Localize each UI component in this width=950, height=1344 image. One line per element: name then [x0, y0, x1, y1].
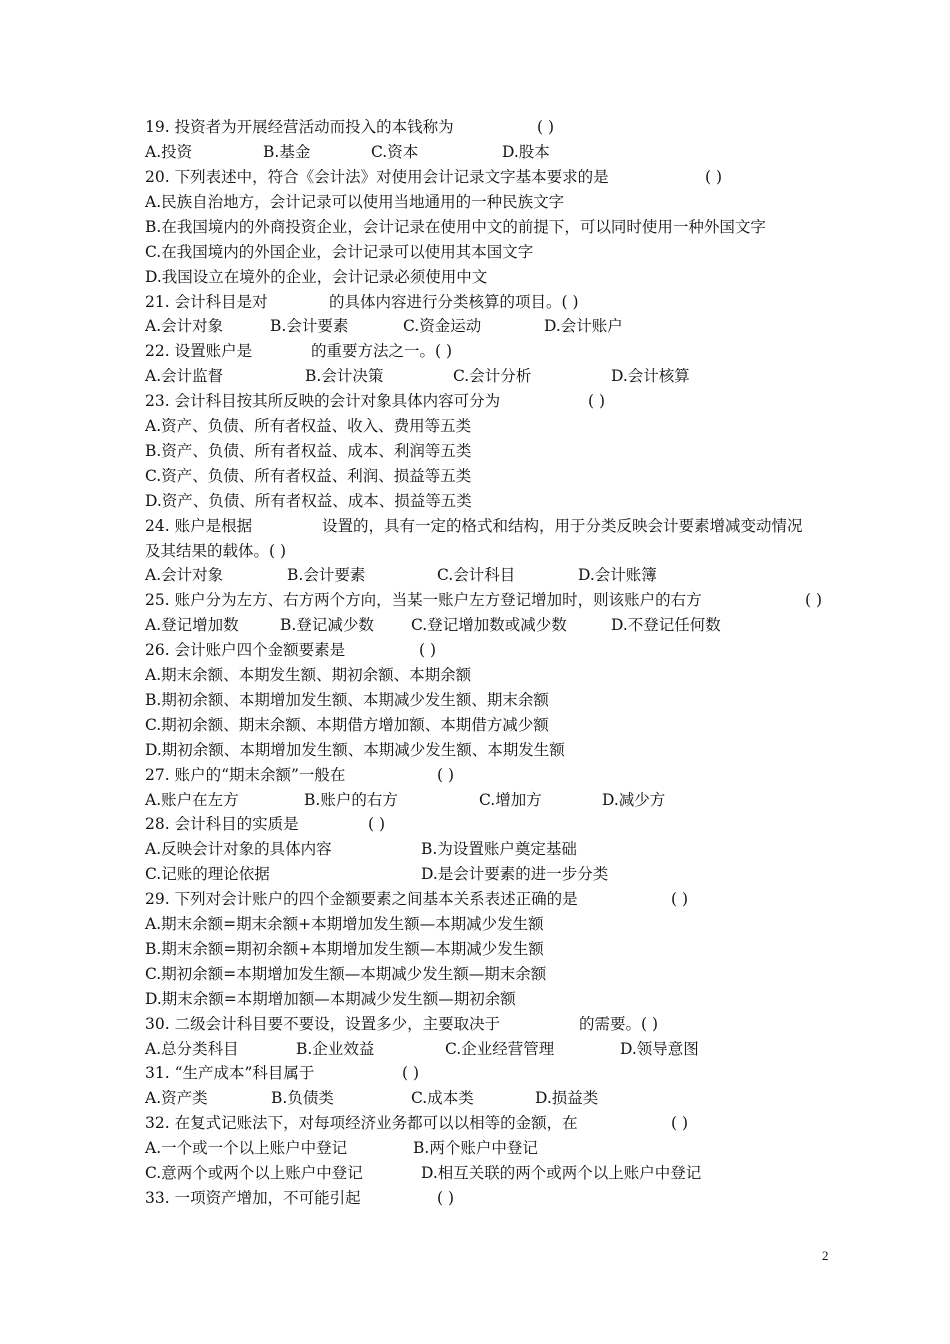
option-b: B.期末余额=期初余额+本期增加发生额—本期减少发生额	[145, 940, 544, 958]
question-stem-text: 25. 账户分为左方、右方两个方向，当某一账户左方登记增加时，则该账户的右方	[145, 591, 702, 609]
option-c: C.在我国境内的外国企业，会计记录可以使用其本国文字	[145, 243, 534, 261]
option-a: A.投资	[145, 143, 193, 161]
option-b: B.会计要素	[270, 317, 349, 335]
option-a: A.会计对象	[145, 317, 224, 335]
answer-parenthesis: ( )	[805, 591, 823, 609]
option-b: B.两个账户中登记	[413, 1139, 538, 1157]
option-a: A.资产类	[145, 1089, 208, 1107]
option-b: B.基金	[263, 143, 311, 161]
option-d: D.是会计要素的进一步分类	[421, 865, 609, 883]
answer-parenthesis: ( )	[588, 392, 606, 410]
option-c: C.会计科目	[437, 566, 516, 584]
option-c: C.期初余额、期末余额、本期借方增加额、本期借方减少额	[145, 716, 549, 734]
option-a: A.账户在左方	[145, 791, 239, 809]
question-stem-text: 20. 下列表述中，符合《会计法》对使用会计记录文字基本要求的是	[145, 168, 609, 186]
question-stem-text: 32. 在复式记账法下，对每项经济业务都可以以相等的金额，在	[145, 1114, 578, 1132]
option-b: B.会计决策	[305, 367, 384, 385]
option-a: A.期末余额=期末余额+本期增加发生额—本期减少发生额	[145, 915, 544, 933]
option-d: D.领导意图	[620, 1040, 699, 1058]
option-b: B.企业效益	[296, 1040, 375, 1058]
option-b: B.会计要素	[287, 566, 366, 584]
option-c: C.记账的理论依据	[145, 865, 270, 883]
option-d: D.我国设立在境外的企业，会计记录必须使用中文	[145, 268, 488, 286]
option-a: A.期末余额、本期发生额、期初余额、本期余额	[145, 666, 472, 684]
option-d: D.会计账户	[544, 317, 623, 335]
answer-parenthesis: ( )	[402, 1064, 420, 1082]
answer-parenthesis: ( )	[705, 168, 723, 186]
option-a: A.会计对象	[145, 566, 224, 584]
option-b: B.期初余额、本期增加发生额、本期减少发生额、期末余额	[145, 691, 549, 709]
option-d: D.相互关联的两个或两个以上账户中登记	[421, 1164, 702, 1182]
question-stem-text: 29. 下列对会计账户的四个金额要素之间基本关系表述正确的是	[145, 890, 578, 908]
answer-parenthesis: ( )	[419, 641, 437, 659]
question-stem-tail: 设置的，具有一定的格式和结构，用于分类反映会计要素增减变动情况	[322, 517, 803, 535]
question-stem-text: 23. 会计科目按其所反映的会计对象具体内容可分为	[145, 392, 501, 410]
question-stem-text: 30. 二级会计科目要不要设，设置多少，主要取决于	[145, 1015, 501, 1033]
option-b: B.账户的右方	[304, 791, 398, 809]
option-c: C.意两个或两个以上账户中登记	[145, 1164, 363, 1182]
option-c: C.资金运动	[403, 317, 482, 335]
option-b: B.为设置账户奠定基础	[421, 840, 577, 858]
question-stem-text: 27. 账户的“期末余额”一般在	[145, 766, 346, 784]
answer-parenthesis: ( )	[671, 890, 689, 908]
answer-parenthesis: ( )	[437, 766, 455, 784]
option-d: D.资产、负债、所有者权益、成本、损益等五类	[145, 492, 472, 510]
option-a: A.会计监督	[145, 367, 224, 385]
page-number: 2	[822, 1248, 829, 1263]
question-stem-tail: 的需要。( )	[579, 1015, 659, 1033]
option-d: D.期末余额=本期增加额—本期减少发生额—期初余额	[145, 990, 516, 1008]
option-b: B.登记减少数	[280, 616, 374, 634]
option-c: C.登记增加数或减少数	[411, 616, 567, 634]
option-d: D.会计核算	[611, 367, 690, 385]
option-c: C.增加方	[479, 791, 542, 809]
option-a: A.总分类科目	[145, 1040, 239, 1058]
option-d: D.损益类	[535, 1089, 599, 1107]
option-b: B.在我国境内的外商投资企业，会计记录在使用中文的前提下，可以同时使用一种外国文字	[145, 218, 766, 236]
option-c: C.会计分析	[453, 367, 532, 385]
question-stem-text: 22. 设置账户是	[145, 342, 253, 360]
option-a: A.一个或一个以上账户中登记	[145, 1139, 348, 1157]
option-a: A.反映会计对象的具体内容	[145, 840, 332, 858]
option-b: B.负债类	[271, 1089, 334, 1107]
option-c: C.资本	[371, 143, 419, 161]
question-stem-text: 33. 一项资产增加，不可能引起	[145, 1189, 361, 1207]
option-a: A.资产、负债、所有者权益、收入、费用等五类	[145, 417, 472, 435]
answer-parenthesis: ( )	[537, 118, 555, 136]
option-d: D.股本	[502, 143, 550, 161]
answer-parenthesis: ( )	[368, 815, 386, 833]
option-d: D.期初余额、本期增加发生额、本期减少发生额、本期发生额	[145, 741, 565, 759]
question-stem-tail: 的重要方法之一。( )	[311, 342, 453, 360]
option-c: C.成本类	[411, 1089, 474, 1107]
question-stem-text: 28. 会计科目的实质是	[145, 815, 299, 833]
option-a: A.民族自治地方，会计记录可以使用当地通用的一种民族文字	[145, 193, 565, 211]
question-stem-text: 21. 会计科目是对	[145, 293, 268, 311]
question-stem-continuation: 及其结果的载体。( )	[145, 542, 287, 560]
answer-parenthesis: ( )	[437, 1189, 455, 1207]
question-stem-text: 24. 账户是根据	[145, 517, 253, 535]
option-b: B.资产、负债、所有者权益、成本、利润等五类	[145, 442, 472, 460]
question-stem-tail: 的具体内容进行分类核算的项目。( )	[329, 293, 579, 311]
option-d: D.减少方	[602, 791, 666, 809]
answer-parenthesis: ( )	[671, 1114, 689, 1132]
option-c: C.企业经营管理	[445, 1040, 555, 1058]
option-d: D.不登记任何数	[611, 616, 721, 634]
question-stem-text: 19. 投资者为开展经营活动而投入的本钱称为	[145, 118, 454, 136]
question-stem-text: 26. 会计账户四个金额要素是	[145, 641, 346, 659]
option-c: C.期初余额=本期增加发生额—本期减少发生额—期末余额	[145, 965, 547, 983]
option-c: C.资产、负债、所有者权益、利润、损益等五类	[145, 467, 472, 485]
question-stem-text: 31. “生产成本”科目属于	[145, 1064, 315, 1082]
option-a: A.登记增加数	[145, 616, 239, 634]
option-d: D.会计账簿	[578, 566, 657, 584]
